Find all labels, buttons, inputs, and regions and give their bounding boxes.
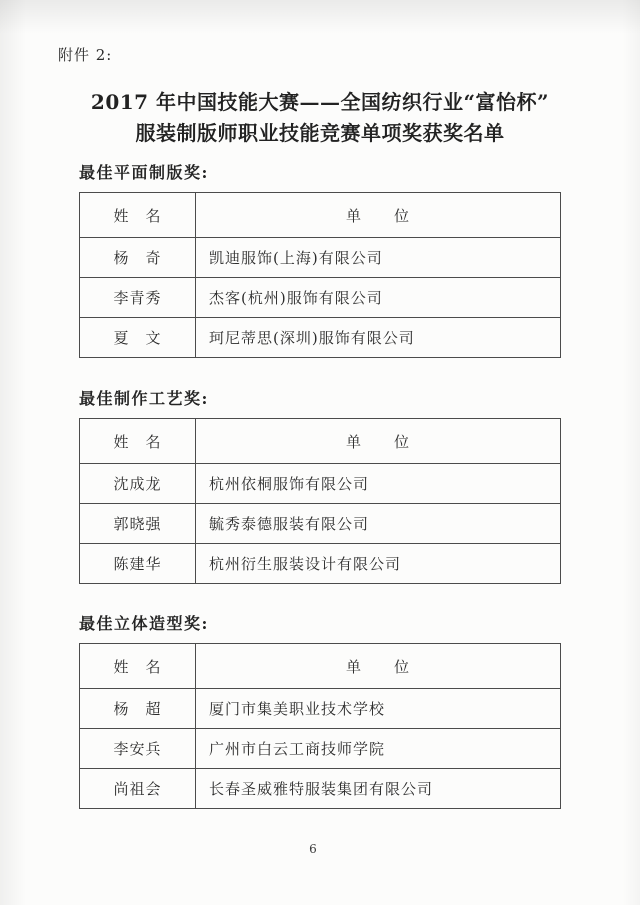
document-title — [0, 87, 640, 149]
winner-name: 李青秀 — [80, 278, 196, 318]
winner-unit: 广州市白云工商技师学院 — [196, 729, 561, 769]
table-header-row — [80, 193, 561, 238]
column-header-unit: 单 位 — [196, 644, 561, 689]
table-row — [80, 689, 561, 729]
winner-name: 郭晓强 — [80, 504, 196, 544]
table-row — [80, 769, 561, 809]
table-header-row — [80, 419, 561, 464]
section-label: 最佳平面制版奖: — [79, 163, 209, 182]
award-table — [79, 643, 561, 809]
winner-name: 陈建华 — [80, 544, 196, 584]
award-table — [79, 192, 561, 358]
column-header-name: 姓 名 — [80, 419, 196, 464]
section-label: 最佳立体造型奖: — [79, 614, 209, 633]
winner-name: 杨 超 — [80, 689, 196, 729]
winner-unit: 杰客(杭州)服饰有限公司 — [196, 278, 561, 318]
column-header-unit: 单 位 — [196, 419, 561, 464]
winner-name: 杨 奇 — [80, 238, 196, 278]
winner-unit: 杭州依桐服饰有限公司 — [196, 464, 561, 504]
table-row — [80, 504, 561, 544]
winner-unit: 厦门市集美职业技术学校 — [196, 689, 561, 729]
winner-unit: 长春圣威雅特服装集团有限公司 — [196, 769, 561, 809]
page-number: 6 — [309, 842, 317, 856]
table-row — [80, 464, 561, 504]
table-row — [80, 544, 561, 584]
winner-unit: 毓秀泰德服装有限公司 — [196, 504, 561, 544]
table-header-row — [80, 644, 561, 689]
table-row — [80, 729, 561, 769]
winner-name: 夏 文 — [80, 318, 196, 358]
title-line-2: 服装制版师职业技能竞赛单项奖获奖名单 — [135, 121, 505, 145]
winner-unit: 凯迪服饰(上海)有限公司 — [196, 238, 561, 278]
column-header-name: 姓 名 — [80, 193, 196, 238]
winner-name: 沈成龙 — [80, 464, 196, 504]
table-row — [80, 278, 561, 318]
award-section-flat-patternmaking — [79, 162, 560, 358]
award-section-production-craft — [79, 388, 560, 584]
column-header-name: 姓 名 — [80, 644, 196, 689]
table-row — [80, 318, 561, 358]
column-header-unit: 单 位 — [196, 193, 561, 238]
winner-unit: 珂尼蒂思(深圳)服饰有限公司 — [196, 318, 561, 358]
attachment-label: 附件 2: — [58, 46, 113, 64]
title-line-1: 2017 年中国技能大赛——全国纺织行业“富怡杯” — [90, 90, 550, 114]
section-label: 最佳制作工艺奖: — [79, 389, 209, 408]
award-table — [79, 418, 561, 584]
winner-unit: 杭州衍生服装设计有限公司 — [196, 544, 561, 584]
winner-name: 李安兵 — [80, 729, 196, 769]
award-section-draping — [79, 613, 560, 809]
table-row — [80, 238, 561, 278]
winner-name: 尚祖会 — [80, 769, 196, 809]
